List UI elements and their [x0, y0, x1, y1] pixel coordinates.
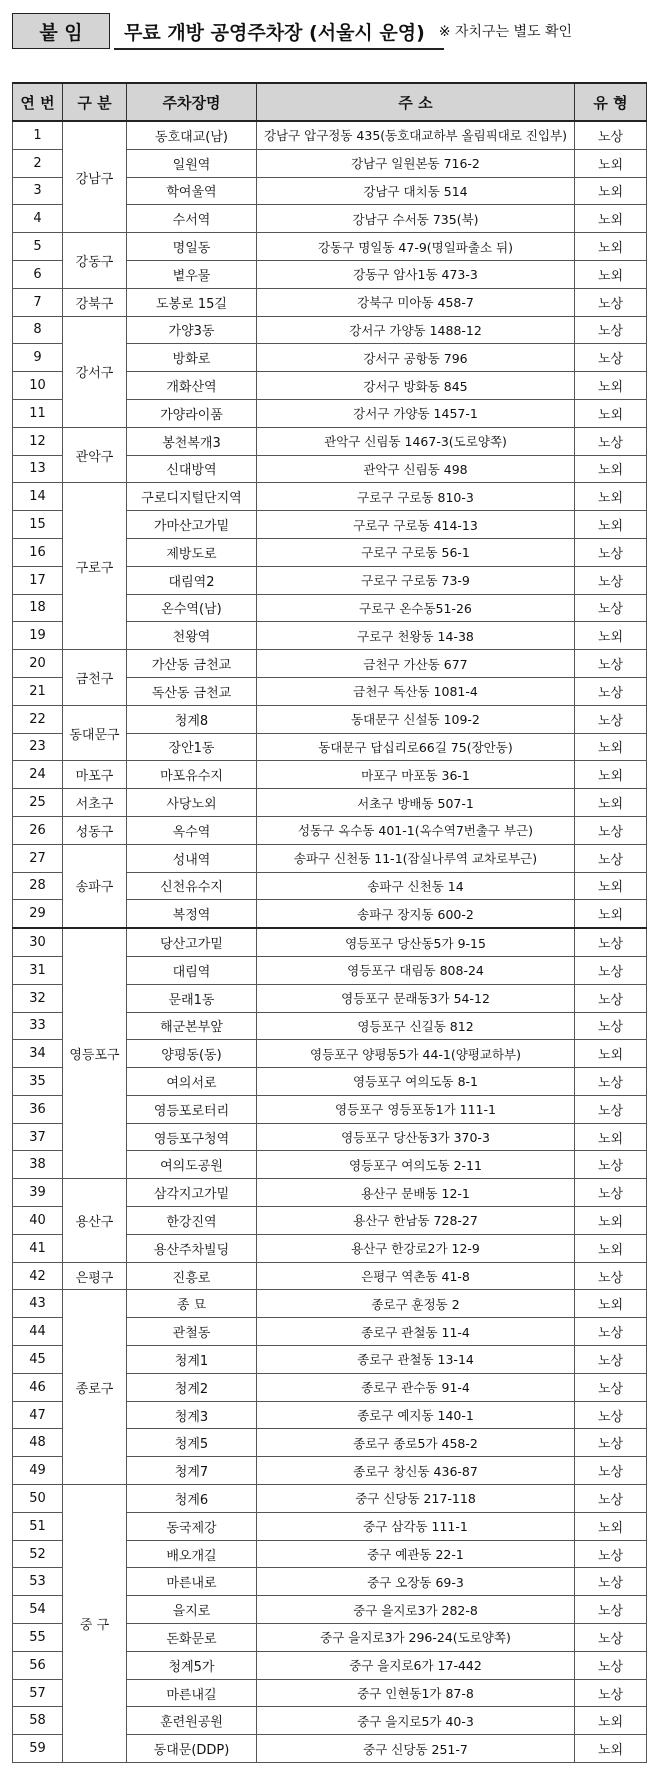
col-header-address: 주 소: [257, 83, 575, 121]
parking-name: 동대문(DDP): [127, 1735, 257, 1763]
row-number: 45: [13, 1346, 63, 1374]
parking-name: 명일동: [127, 233, 257, 261]
row-number: 35: [13, 1068, 63, 1096]
parking-type: 노상: [575, 1373, 647, 1401]
row-number: 3: [13, 177, 63, 205]
parking-address: 송파구 장지동 600-2: [257, 900, 575, 928]
parking-type: 노상: [575, 1068, 647, 1096]
row-number: 6: [13, 260, 63, 288]
row-number: 20: [13, 650, 63, 678]
parking-name: 돈화문로: [127, 1624, 257, 1652]
row-number: 15: [13, 511, 63, 539]
parking-type: 노상: [575, 427, 647, 455]
district-cell: 용산구: [63, 1179, 127, 1262]
parking-name: 성내역: [127, 844, 257, 872]
parking-type: 노상: [575, 1179, 647, 1207]
parking-name: 청계7: [127, 1457, 257, 1485]
parking-address: 동대문구 답십리로66길 75(장안동): [257, 733, 575, 761]
parking-type: 노상: [575, 677, 647, 705]
district-cell: 구로구: [63, 483, 127, 650]
parking-address: 중구 예관동 22-1: [257, 1540, 575, 1568]
row-number: 1: [13, 121, 63, 149]
parking-type: 노외: [575, 149, 647, 177]
page-title: 무료 개방 공영주차장 (서울시 운영): [124, 21, 425, 44]
parking-address: 중구 삼각동 111-1: [257, 1512, 575, 1540]
row-number: 54: [13, 1596, 63, 1624]
parking-name: 복정역: [127, 900, 257, 928]
parking-name: 마른내로: [127, 1568, 257, 1596]
parking-name: 문래1동: [127, 984, 257, 1012]
parking-name: 학여울역: [127, 177, 257, 205]
parking-name: 가마산고가밑: [127, 511, 257, 539]
row-number: 52: [13, 1540, 63, 1568]
district-cell: 마포구: [63, 761, 127, 789]
parking-address: 강서구 가양동 1488-12: [257, 316, 575, 344]
parking-address: 영등포구 대림동 808-24: [257, 956, 575, 984]
parking-type: 노외: [575, 872, 647, 900]
parking-type: 노외: [575, 205, 647, 233]
parking-name: 볕우물: [127, 260, 257, 288]
parking-name: 청계6: [127, 1485, 257, 1513]
parking-address: 구로구 구로동 56-1: [257, 538, 575, 566]
district-cell: 강북구: [63, 288, 127, 316]
row-number: 4: [13, 205, 63, 233]
parking-name: 방화로: [127, 344, 257, 372]
parking-address: 송파구 신천동 14: [257, 872, 575, 900]
parking-name: 종 묘: [127, 1290, 257, 1318]
parking-address: 중구 신당동 251-7: [257, 1735, 575, 1763]
district-cell: 동대문구: [63, 705, 127, 761]
parking-address: 강남구 수서동 735(북): [257, 205, 575, 233]
row-number: 21: [13, 677, 63, 705]
row-number: 57: [13, 1679, 63, 1707]
parking-name: 청계5: [127, 1429, 257, 1457]
parking-type: 노상: [575, 1596, 647, 1624]
row-number: 48: [13, 1429, 63, 1457]
parking-address: 강남구 대치동 514: [257, 177, 575, 205]
parking-type: 노상: [575, 650, 647, 678]
parking-name: 배오개길: [127, 1540, 257, 1568]
parking-name: 영등포로터리: [127, 1095, 257, 1123]
parking-name: 청계5가: [127, 1651, 257, 1679]
row-number: 38: [13, 1151, 63, 1179]
row-number: 56: [13, 1651, 63, 1679]
parking-address: 구로구 천왕동 14-38: [257, 622, 575, 650]
parking-address: 금천구 독산동 1081-4: [257, 677, 575, 705]
parking-address: 종로구 관철동 13-14: [257, 1346, 575, 1374]
parking-address: 영등포구 당산동5가 9-15: [257, 928, 575, 956]
parking-address: 용산구 한남동 728-27: [257, 1207, 575, 1235]
row-number: 19: [13, 622, 63, 650]
row-number: 33: [13, 1012, 63, 1040]
title-underline: [114, 48, 444, 50]
parking-type: 노상: [575, 1012, 647, 1040]
col-header-type: 유 형: [575, 83, 647, 121]
table-row: [13, 1262, 647, 1290]
row-number: 55: [13, 1624, 63, 1652]
parking-address: 중구 을지로6가 17-442: [257, 1651, 575, 1679]
parking-address: 강동구 암사1동 473-3: [257, 260, 575, 288]
parking-type: 노상: [575, 1679, 647, 1707]
parking-name: 장안1동: [127, 733, 257, 761]
parking-name: 대림역: [127, 956, 257, 984]
parking-address: 강동구 명일동 47-9(명일파출소 뒤): [257, 233, 575, 261]
parking-address: 강북구 미아동 458-7: [257, 288, 575, 316]
parking-type: 노상: [575, 538, 647, 566]
parking-type: 노외: [575, 733, 647, 761]
parking-type: 노상: [575, 316, 647, 344]
parking-address: 영등포구 문래동3가 54-12: [257, 984, 575, 1012]
parking-name: 청계3: [127, 1401, 257, 1429]
row-number: 50: [13, 1485, 63, 1513]
parking-address: 관악구 신림동 1467-3(도로양쪽): [257, 427, 575, 455]
parking-type: 노상: [575, 566, 647, 594]
parking-type: 노상: [575, 1095, 647, 1123]
row-number: 59: [13, 1735, 63, 1763]
parking-name: 여의도공원: [127, 1151, 257, 1179]
parking-address: 종로구 훈정동 2: [257, 1290, 575, 1318]
row-number: 17: [13, 566, 63, 594]
row-number: 58: [13, 1707, 63, 1735]
parking-name: 여의서로: [127, 1068, 257, 1096]
parking-type: 노외: [575, 900, 647, 928]
parking-name: 해군본부앞: [127, 1012, 257, 1040]
row-number: 32: [13, 984, 63, 1012]
parking-type: 노외: [575, 233, 647, 261]
table-row: [13, 844, 647, 872]
parking-name: 신대방역: [127, 455, 257, 483]
row-number: 34: [13, 1040, 63, 1068]
parking-type: 노상: [575, 1429, 647, 1457]
parking-type: 노상: [575, 1485, 647, 1513]
parking-name: 일원역: [127, 149, 257, 177]
parking-address: 중구 을지로3가 282-8: [257, 1596, 575, 1624]
parking-address: 은평구 역촌동 41-8: [257, 1262, 575, 1290]
row-number: 37: [13, 1123, 63, 1151]
parking-name: 삼각지고가밑: [127, 1179, 257, 1207]
parking-type: 노외: [575, 761, 647, 789]
parking-address: 구로구 구로동 414-13: [257, 511, 575, 539]
parking-address: 중구 을지로5가 40-3: [257, 1707, 575, 1735]
parking-address: 종로구 관철동 11-4: [257, 1318, 575, 1346]
table-row: [13, 928, 647, 956]
parking-address: 영등포구 여의도동 8-1: [257, 1068, 575, 1096]
parking-type: 노상: [575, 984, 647, 1012]
parking-type: 노상: [575, 1568, 647, 1596]
table-row: [13, 121, 647, 149]
parking-name: 청계8: [127, 705, 257, 733]
parking-type: 노상: [575, 928, 647, 956]
parking-name: 가산동 금천교: [127, 650, 257, 678]
table-row: [13, 761, 647, 789]
parking-name: 사당노외: [127, 789, 257, 817]
row-number: 18: [13, 594, 63, 622]
parking-address: 영등포구 양평동5가 44-1(양평교하부): [257, 1040, 575, 1068]
parking-address: 종로구 창신동 436-87: [257, 1457, 575, 1485]
parking-type: 노상: [575, 1318, 647, 1346]
district-cell: 송파구: [63, 844, 127, 928]
parking-name: 동국제강: [127, 1512, 257, 1540]
table-row: [13, 1290, 647, 1318]
parking-address: 용산구 한강로2가 12-9: [257, 1234, 575, 1262]
table-row: [13, 483, 647, 511]
parking-name: 천왕역: [127, 622, 257, 650]
parking-name: 옥수역: [127, 816, 257, 844]
parking-type: 노외: [575, 1735, 647, 1763]
parking-type: 노외: [575, 455, 647, 483]
parking-address: 강서구 공항동 796: [257, 344, 575, 372]
parking-address: 서초구 방배동 507-1: [257, 789, 575, 817]
parking-name: 봉천복개3: [127, 427, 257, 455]
parking-name: 신천유수지: [127, 872, 257, 900]
row-number: 16: [13, 538, 63, 566]
parking-address: 송파구 신천동 11-1(잠실나루역 교차로부근): [257, 844, 575, 872]
row-number: 36: [13, 1095, 63, 1123]
parking-address: 영등포구 신길동 812: [257, 1012, 575, 1040]
parking-name: 가양라이품: [127, 399, 257, 427]
parking-address: 구로구 구로동 73-9: [257, 566, 575, 594]
parking-name: 당산고가밑: [127, 928, 257, 956]
parking-type: 노상: [575, 705, 647, 733]
parking-address: 강남구 압구정동 435(동호대교하부 올림픽대로 진입부): [257, 121, 575, 149]
table-row: [13, 1485, 647, 1513]
parking-type: 노외: [575, 511, 647, 539]
parking-type: 노외: [575, 260, 647, 288]
parking-type: 노외: [575, 1040, 647, 1068]
parking-type: 노상: [575, 1151, 647, 1179]
parking-type: 노상: [575, 1540, 647, 1568]
parking-address: 용산구 문배동 12-1: [257, 1179, 575, 1207]
parking-address: 중구 신당동 217-118: [257, 1485, 575, 1513]
parking-type: 노상: [575, 288, 647, 316]
parking-name: 개화산역: [127, 372, 257, 400]
parking-type: 노외: [575, 622, 647, 650]
parking-address: 종로구 관수동 91-4: [257, 1373, 575, 1401]
parking-address: 성동구 옥수동 401-1(옥수역7번출구 부근): [257, 816, 575, 844]
parking-address: 마포구 마포동 36-1: [257, 761, 575, 789]
row-number: 12: [13, 427, 63, 455]
table-row: [13, 427, 647, 455]
row-number: 46: [13, 1373, 63, 1401]
row-number: 5: [13, 233, 63, 261]
row-number: 53: [13, 1568, 63, 1596]
parking-name: 도봉로 15길: [127, 288, 257, 316]
parking-address: 관악구 신림동 498: [257, 455, 575, 483]
row-number: 31: [13, 956, 63, 984]
parking-address: 영등포구 당산동3가 370-3: [257, 1123, 575, 1151]
parking-type: 노상: [575, 1457, 647, 1485]
parking-type: 노외: [575, 177, 647, 205]
parking-name: 마른내길: [127, 1679, 257, 1707]
col-header-district: 구 분: [63, 83, 127, 121]
parking-name: 가양3동: [127, 316, 257, 344]
parking-address: 중구 을지로3가 296-24(도로양쪽): [257, 1624, 575, 1652]
row-number: 2: [13, 149, 63, 177]
parking-name: 용산주차빌딩: [127, 1234, 257, 1262]
district-cell: 은평구: [63, 1262, 127, 1290]
table-row: [13, 650, 647, 678]
row-number: 7: [13, 288, 63, 316]
parking-name: 온수역(남): [127, 594, 257, 622]
parking-type: 노상: [575, 1624, 647, 1652]
parking-type: 노상: [575, 594, 647, 622]
row-number: 49: [13, 1457, 63, 1485]
parking-type: 노외: [575, 1512, 647, 1540]
parking-type: 노외: [575, 1234, 647, 1262]
district-cell: 성동구: [63, 816, 127, 844]
col-header-name: 주차장명: [127, 83, 257, 121]
district-cell: 강서구: [63, 316, 127, 427]
parking-lot-table: [12, 82, 647, 1763]
parking-name: 제방도로: [127, 538, 257, 566]
district-cell: 중 구: [63, 1485, 127, 1763]
parking-name: 수서역: [127, 205, 257, 233]
parking-address: 강서구 가양동 1457-1: [257, 399, 575, 427]
parking-name: 양평동(동): [127, 1040, 257, 1068]
table-row: [13, 316, 647, 344]
district-cell: 관악구: [63, 427, 127, 483]
note-text: ※ 자치구는 별도 확인: [438, 24, 573, 40]
table-body: [13, 121, 647, 1763]
parking-name: 한강진역: [127, 1207, 257, 1235]
attachment-tag: 붙 임: [12, 13, 110, 49]
parking-type: 노상: [575, 344, 647, 372]
parking-address: 금천구 가산동 677: [257, 650, 575, 678]
row-number: 27: [13, 844, 63, 872]
district-cell: 강남구: [63, 121, 127, 233]
table-row: [13, 816, 647, 844]
parking-type: 노상: [575, 1262, 647, 1290]
row-number: 43: [13, 1290, 63, 1318]
parking-address: 종로구 예지동 140-1: [257, 1401, 575, 1429]
table-header-row: [13, 83, 647, 121]
row-number: 30: [13, 928, 63, 956]
parking-address: 중구 오장동 69-3: [257, 1568, 575, 1596]
row-number: 28: [13, 872, 63, 900]
parking-address: 구로구 온수동51-26: [257, 594, 575, 622]
parking-type: 노상: [575, 1346, 647, 1374]
row-number: 8: [13, 316, 63, 344]
row-number: 14: [13, 483, 63, 511]
parking-name: 마포유수지: [127, 761, 257, 789]
row-number: 40: [13, 1207, 63, 1235]
row-number: 23: [13, 733, 63, 761]
table-row: [13, 1179, 647, 1207]
parking-type: 노상: [575, 844, 647, 872]
parking-type: 노외: [575, 483, 647, 511]
parking-type: 노상: [575, 956, 647, 984]
row-number: 10: [13, 372, 63, 400]
table-row: [13, 705, 647, 733]
district-cell: 금천구: [63, 650, 127, 706]
table-row: [13, 288, 647, 316]
parking-type: 노외: [575, 1290, 647, 1318]
district-cell: 종로구: [63, 1290, 127, 1485]
parking-name: 독산동 금천교: [127, 677, 257, 705]
parking-type: 노상: [575, 816, 647, 844]
parking-address: 종로구 종로5가 458-2: [257, 1429, 575, 1457]
parking-name: 청계2: [127, 1373, 257, 1401]
row-number: 29: [13, 900, 63, 928]
parking-type: 노외: [575, 1123, 647, 1151]
parking-address: 구로구 구로동 810-3: [257, 483, 575, 511]
parking-name: 동호대교(남): [127, 121, 257, 149]
row-number: 39: [13, 1179, 63, 1207]
col-header-no: 연 번: [13, 83, 63, 121]
parking-name: 진흥로: [127, 1262, 257, 1290]
row-number: 24: [13, 761, 63, 789]
parking-type: 노외: [575, 1207, 647, 1235]
parking-address: 강남구 일원본동 716-2: [257, 149, 575, 177]
row-number: 51: [13, 1512, 63, 1540]
row-number: 47: [13, 1401, 63, 1429]
row-number: 11: [13, 399, 63, 427]
parking-type: 노상: [575, 1651, 647, 1679]
row-number: 22: [13, 705, 63, 733]
parking-name: 청계1: [127, 1346, 257, 1374]
parking-type: 노외: [575, 1707, 647, 1735]
row-number: 26: [13, 816, 63, 844]
parking-address: 강서구 방화동 845: [257, 372, 575, 400]
parking-type: 노외: [575, 789, 647, 817]
parking-address: 동대문구 신설동 109-2: [257, 705, 575, 733]
table-row: [13, 789, 647, 817]
parking-name: 영등포구청역: [127, 1123, 257, 1151]
row-number: 13: [13, 455, 63, 483]
parking-name: 훈련원공원: [127, 1707, 257, 1735]
document-header: [12, 12, 646, 50]
parking-name: 을지로: [127, 1596, 257, 1624]
parking-type: 노외: [575, 372, 647, 400]
parking-name: 대림역2: [127, 566, 257, 594]
district-cell: 서초구: [63, 789, 127, 817]
table-row: [13, 233, 647, 261]
parking-name: 구로디지털단지역: [127, 483, 257, 511]
parking-type: 노상: [575, 121, 647, 149]
district-cell: 강동구: [63, 233, 127, 289]
row-number: 25: [13, 789, 63, 817]
parking-type: 노외: [575, 399, 647, 427]
parking-name: 관철동: [127, 1318, 257, 1346]
row-number: 44: [13, 1318, 63, 1346]
parking-type: 노상: [575, 1401, 647, 1429]
row-number: 41: [13, 1234, 63, 1262]
parking-address: 중구 인현동1가 87-8: [257, 1679, 575, 1707]
row-number: 9: [13, 344, 63, 372]
district-cell: 영등포구: [63, 928, 127, 1179]
parking-address: 영등포구 여의도동 2-11: [257, 1151, 575, 1179]
row-number: 42: [13, 1262, 63, 1290]
parking-address: 영등포구 영등포동1가 111-1: [257, 1095, 575, 1123]
